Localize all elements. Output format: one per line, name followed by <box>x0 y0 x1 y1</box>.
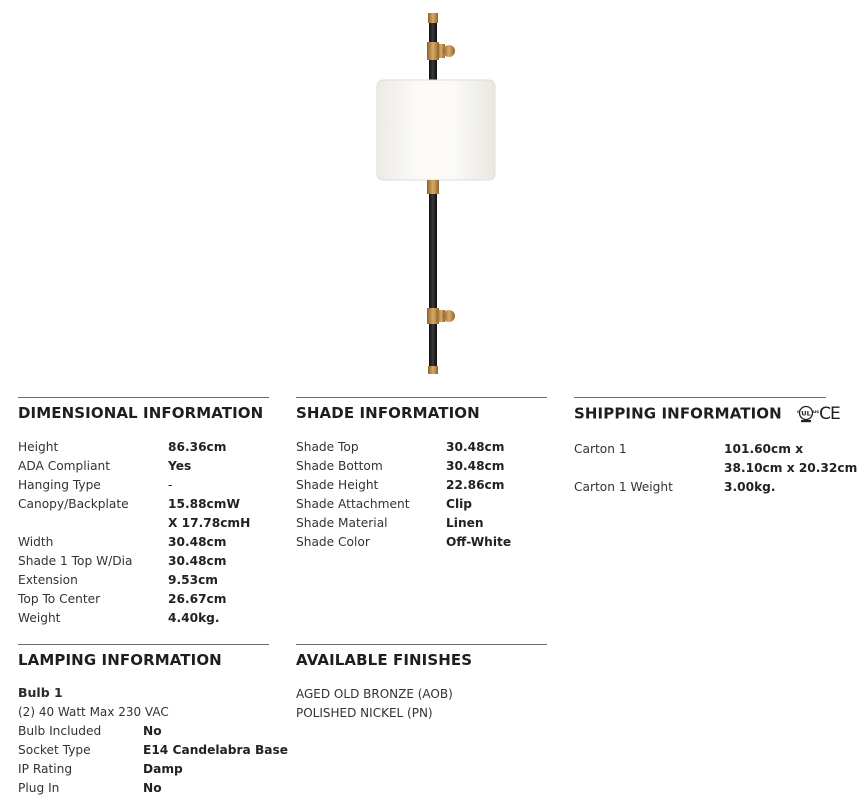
product-image <box>360 8 510 380</box>
section-title: SHADE INFORMATION <box>296 404 480 422</box>
spec-label: Plug In <box>18 781 60 795</box>
wall-sconce-illustration <box>360 8 510 380</box>
spec-row <box>18 741 289 760</box>
spec-row <box>574 440 857 478</box>
spec-label: Canopy/Backplate <box>18 497 129 511</box>
section-title: AVAILABLE FINISHES <box>296 651 473 669</box>
spec-row <box>18 590 269 609</box>
spec-row <box>18 609 269 628</box>
spec-value: 3.00kg. <box>724 480 776 494</box>
section-divider <box>18 644 269 645</box>
section-title-text: SHIPPING INFORMATION <box>574 404 782 423</box>
spec-row <box>18 438 269 457</box>
finish-item: AGED OLD BRONZE (AOB) <box>296 687 453 701</box>
spec-value: 4.40kg. <box>168 611 220 625</box>
spec-label: Shade Top <box>296 440 359 454</box>
dimensional-information-section <box>18 397 269 628</box>
spec-row <box>18 760 269 779</box>
spec-label: Height <box>18 440 59 454</box>
available-finishes-section <box>296 644 547 723</box>
svg-text:us: us <box>813 410 820 415</box>
spec-label: Shade Bottom <box>296 459 383 473</box>
spec-label: IP Rating <box>18 762 73 776</box>
spec-row <box>18 495 269 533</box>
shipping-information-section <box>574 397 857 497</box>
spec-label: Hanging Type <box>18 478 101 492</box>
spec-label: Carton 1 Weight <box>574 480 673 494</box>
lamping-information-section <box>18 644 289 798</box>
spec-value: Damp <box>143 762 183 776</box>
spec-value: Yes <box>168 459 192 473</box>
spec-label: Shade 1 Top W/Dia <box>18 554 133 568</box>
spec-list <box>574 440 857 497</box>
section-divider <box>18 397 269 398</box>
spec-row <box>296 457 547 476</box>
spec-value: 26.67cm <box>168 592 227 606</box>
spec-row <box>296 495 547 514</box>
spec-label: Extension <box>18 573 78 587</box>
spec-label: Bulb Included <box>18 724 102 738</box>
spec-label: Shade Height <box>296 478 379 492</box>
spec-value: 15.88cmW X 17.78cmH <box>168 497 251 530</box>
svg-text:c: c <box>797 410 800 415</box>
section-title <box>574 404 840 424</box>
spec-value: 30.48cm <box>446 459 505 473</box>
spec-value: - <box>168 478 173 492</box>
spec-value-line: 101.60cm x <box>724 442 804 456</box>
shade-information-section <box>296 397 547 552</box>
spec-value: 86.36cm <box>168 440 227 454</box>
section-divider <box>296 644 547 645</box>
section-title: LAMPING INFORMATION <box>18 651 222 669</box>
spec-row <box>296 438 547 457</box>
spec-label: ADA Compliant <box>18 459 111 473</box>
spec-label: Shade Attachment <box>296 497 410 511</box>
section-title: DIMENSIONAL INFORMATION <box>18 404 264 422</box>
spec-value-line: 38.10cm x 20.32cm <box>724 461 857 475</box>
spec-label: Socket Type <box>18 743 91 757</box>
spec-row <box>18 779 269 798</box>
spec-row <box>18 476 269 495</box>
spec-label: Top To Center <box>18 592 101 606</box>
spec-list <box>296 438 547 552</box>
section-divider <box>296 397 547 398</box>
finish-item: POLISHED NICKEL (PN) <box>296 706 433 720</box>
spec-row <box>574 478 826 497</box>
spec-row <box>18 457 269 476</box>
ce-mark-icon: CE <box>819 404 840 424</box>
certification-marks <box>795 404 840 424</box>
spec-value: 30.48cm <box>168 554 227 568</box>
spec-value: 30.48cm <box>446 440 505 454</box>
spec-value: Linen <box>446 516 484 530</box>
spec-row <box>18 722 269 741</box>
bulb-description: (2) 40 Watt Max 230 VAC <box>18 705 169 719</box>
spec-row <box>18 533 269 552</box>
spec-value: E14 Candelabra Base <box>143 743 289 757</box>
spec-list <box>18 722 289 798</box>
svg-text:UL: UL <box>801 409 811 418</box>
spec-value: Clip <box>446 497 473 511</box>
spec-label: Shade Color <box>296 535 370 549</box>
spec-value: 30.48cm <box>168 535 227 549</box>
spec-value: No <box>143 724 162 738</box>
spec-row <box>296 533 547 552</box>
spec-label: Width <box>18 535 54 549</box>
spec-list <box>18 438 269 628</box>
spec-label: Carton 1 <box>574 442 627 456</box>
spec-value: 9.53cm <box>168 573 218 587</box>
spec-row <box>18 552 269 571</box>
spec-row <box>296 514 547 533</box>
spec-value: Off-White <box>446 535 512 549</box>
bulb-title: Bulb 1 <box>18 685 63 700</box>
spec-row <box>18 571 269 590</box>
section-divider <box>574 397 826 398</box>
spec-value: No <box>143 781 162 795</box>
spec-value <box>724 440 857 478</box>
spec-label: Weight <box>18 611 61 625</box>
ul-listed-icon <box>795 405 820 423</box>
spec-value: 22.86cm <box>446 478 505 492</box>
spec-row <box>296 476 547 495</box>
spec-label: Shade Material <box>296 516 388 530</box>
